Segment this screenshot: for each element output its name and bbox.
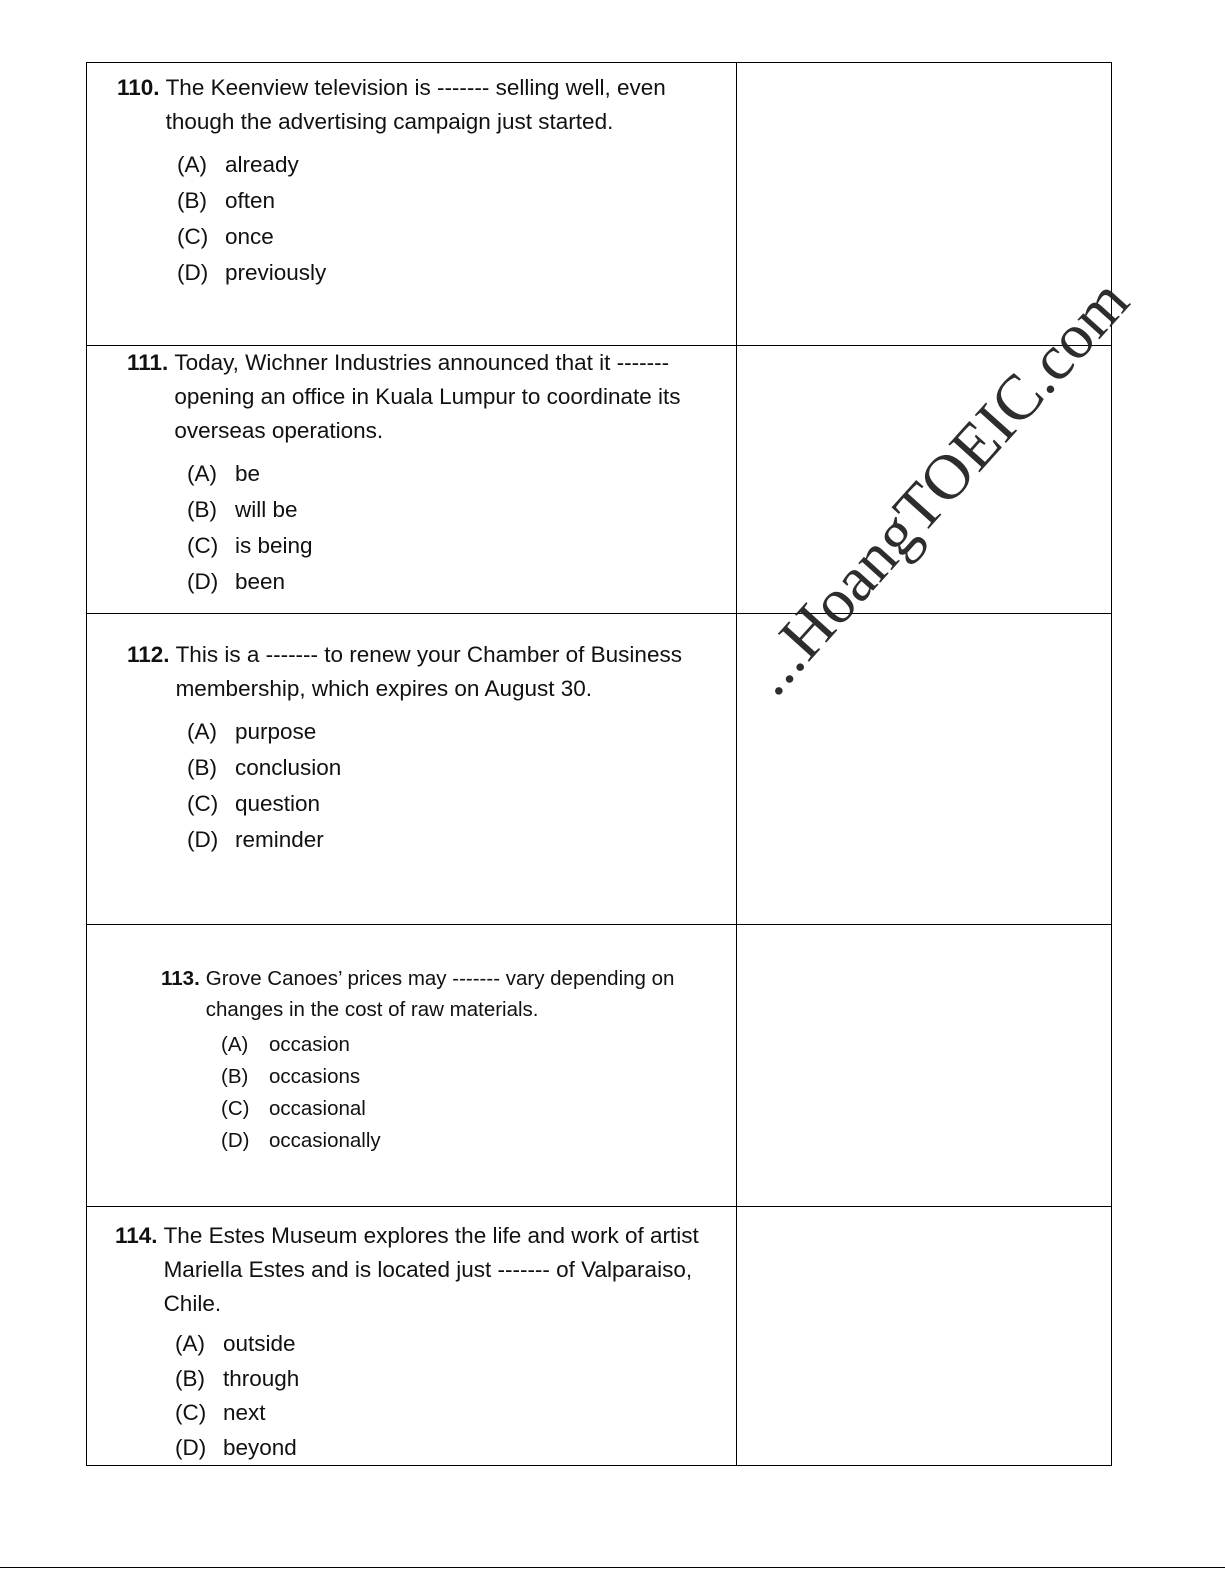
question-cell xyxy=(87,346,737,614)
option-b xyxy=(187,750,727,786)
option-text: outside xyxy=(223,1331,296,1356)
question-number: 111. xyxy=(127,350,169,375)
option-list xyxy=(175,1327,725,1465)
option-a xyxy=(177,147,717,183)
option-text: previously xyxy=(225,260,327,285)
question-113 xyxy=(161,963,721,1157)
option-c xyxy=(187,528,727,564)
option-b xyxy=(187,492,727,528)
answer-cell xyxy=(737,1207,1112,1466)
option-d xyxy=(187,822,727,858)
option-c xyxy=(221,1093,721,1125)
option-text: occasion xyxy=(269,1033,350,1056)
question-text: The Keenview television is ------- selling well, even though the advertising campaign just started. xyxy=(165,75,666,134)
option-text: purpose xyxy=(235,719,317,744)
option-d xyxy=(177,255,717,291)
option-b xyxy=(221,1061,721,1093)
question-112 xyxy=(127,638,727,858)
option-text: will be xyxy=(235,497,298,522)
question-number: 110. xyxy=(117,75,160,100)
option-letter: (B) xyxy=(221,1065,249,1088)
option-letter: (A) xyxy=(175,1331,205,1356)
option-text: already xyxy=(225,152,299,177)
option-c xyxy=(177,219,717,255)
option-text: occasional xyxy=(269,1097,366,1120)
footer-divider xyxy=(0,1567,1225,1568)
question-cell xyxy=(87,1207,737,1466)
option-letter: (A) xyxy=(177,152,207,177)
watermark: ...HoangTOEIC.com xyxy=(733,265,1143,709)
option-letter: (D) xyxy=(177,260,209,285)
option-text: conclusion xyxy=(235,755,342,780)
option-text: reminder xyxy=(235,827,324,852)
option-d xyxy=(175,1431,725,1466)
option-text: been xyxy=(235,569,286,594)
question-row xyxy=(87,614,1112,925)
option-text: through xyxy=(223,1365,300,1391)
question-cell xyxy=(87,63,737,346)
option-text: beyond xyxy=(223,1434,297,1460)
option-letter: (B) xyxy=(177,188,207,213)
option-text: once xyxy=(225,224,274,249)
option-letter: (B) xyxy=(187,497,217,522)
option-letter: (C) xyxy=(221,1097,250,1120)
option-letter: (A) xyxy=(221,1033,249,1056)
option-letter: (B) xyxy=(175,1365,205,1391)
option-text: often xyxy=(225,188,276,213)
option-letter: (D) xyxy=(187,569,219,594)
question-text: This is a ------- to renew your Chamber of Business membership, which expires on August 30. xyxy=(175,642,682,701)
option-b xyxy=(175,1362,725,1397)
option-letter: (A) xyxy=(187,461,217,486)
option-text: next xyxy=(223,1400,266,1425)
question-number: 113. xyxy=(161,967,200,990)
option-list xyxy=(177,147,717,291)
question-row xyxy=(87,925,1112,1207)
option-a xyxy=(175,1327,725,1362)
option-letter: (D) xyxy=(187,827,219,852)
option-letter: (C) xyxy=(187,533,219,558)
question-table xyxy=(86,62,1112,1466)
option-a xyxy=(221,1029,721,1061)
option-text: question xyxy=(235,791,321,816)
option-letter: (A) xyxy=(187,719,217,744)
option-text: occasions xyxy=(269,1065,361,1088)
question-111 xyxy=(127,346,727,600)
option-c xyxy=(187,786,727,822)
option-d xyxy=(187,564,727,600)
option-letter: (D) xyxy=(221,1129,250,1152)
answer-cell xyxy=(737,925,1112,1207)
question-110 xyxy=(117,71,717,291)
option-letter: (C) xyxy=(187,791,219,816)
option-letter: (B) xyxy=(187,755,217,780)
option-text: be xyxy=(235,461,261,486)
option-d xyxy=(221,1125,721,1157)
question-text: Grove Canoes’ prices may ------- vary depending on changes in the cost of raw materials. xyxy=(205,967,675,1021)
question-cell xyxy=(87,614,737,925)
question-number: 114. xyxy=(115,1223,158,1248)
option-letter: (D) xyxy=(175,1434,207,1460)
question-text: The Estes Museum explores the life and work of artist Mariella Estes and is located just ------- of Valparaiso, Chile. xyxy=(163,1223,699,1316)
option-c xyxy=(175,1396,725,1431)
option-list xyxy=(187,456,727,600)
question-cell xyxy=(87,925,737,1207)
question-number: 112. xyxy=(127,642,170,667)
question-row xyxy=(87,63,1112,346)
option-letter: (C) xyxy=(175,1400,207,1425)
question-row xyxy=(87,1207,1112,1466)
question-text: Today, Wichner Industries announced that it ------- opening an office in Kuala Lumpur to coordinate its overseas operations. xyxy=(174,350,681,443)
option-text: occasionally xyxy=(269,1129,381,1152)
option-a xyxy=(187,714,727,750)
option-a xyxy=(187,456,727,492)
option-b xyxy=(177,183,717,219)
option-list xyxy=(187,714,727,858)
option-letter: (C) xyxy=(177,224,209,249)
option-list xyxy=(221,1029,721,1157)
question-114 xyxy=(115,1219,725,1465)
option-text: is being xyxy=(235,533,313,558)
